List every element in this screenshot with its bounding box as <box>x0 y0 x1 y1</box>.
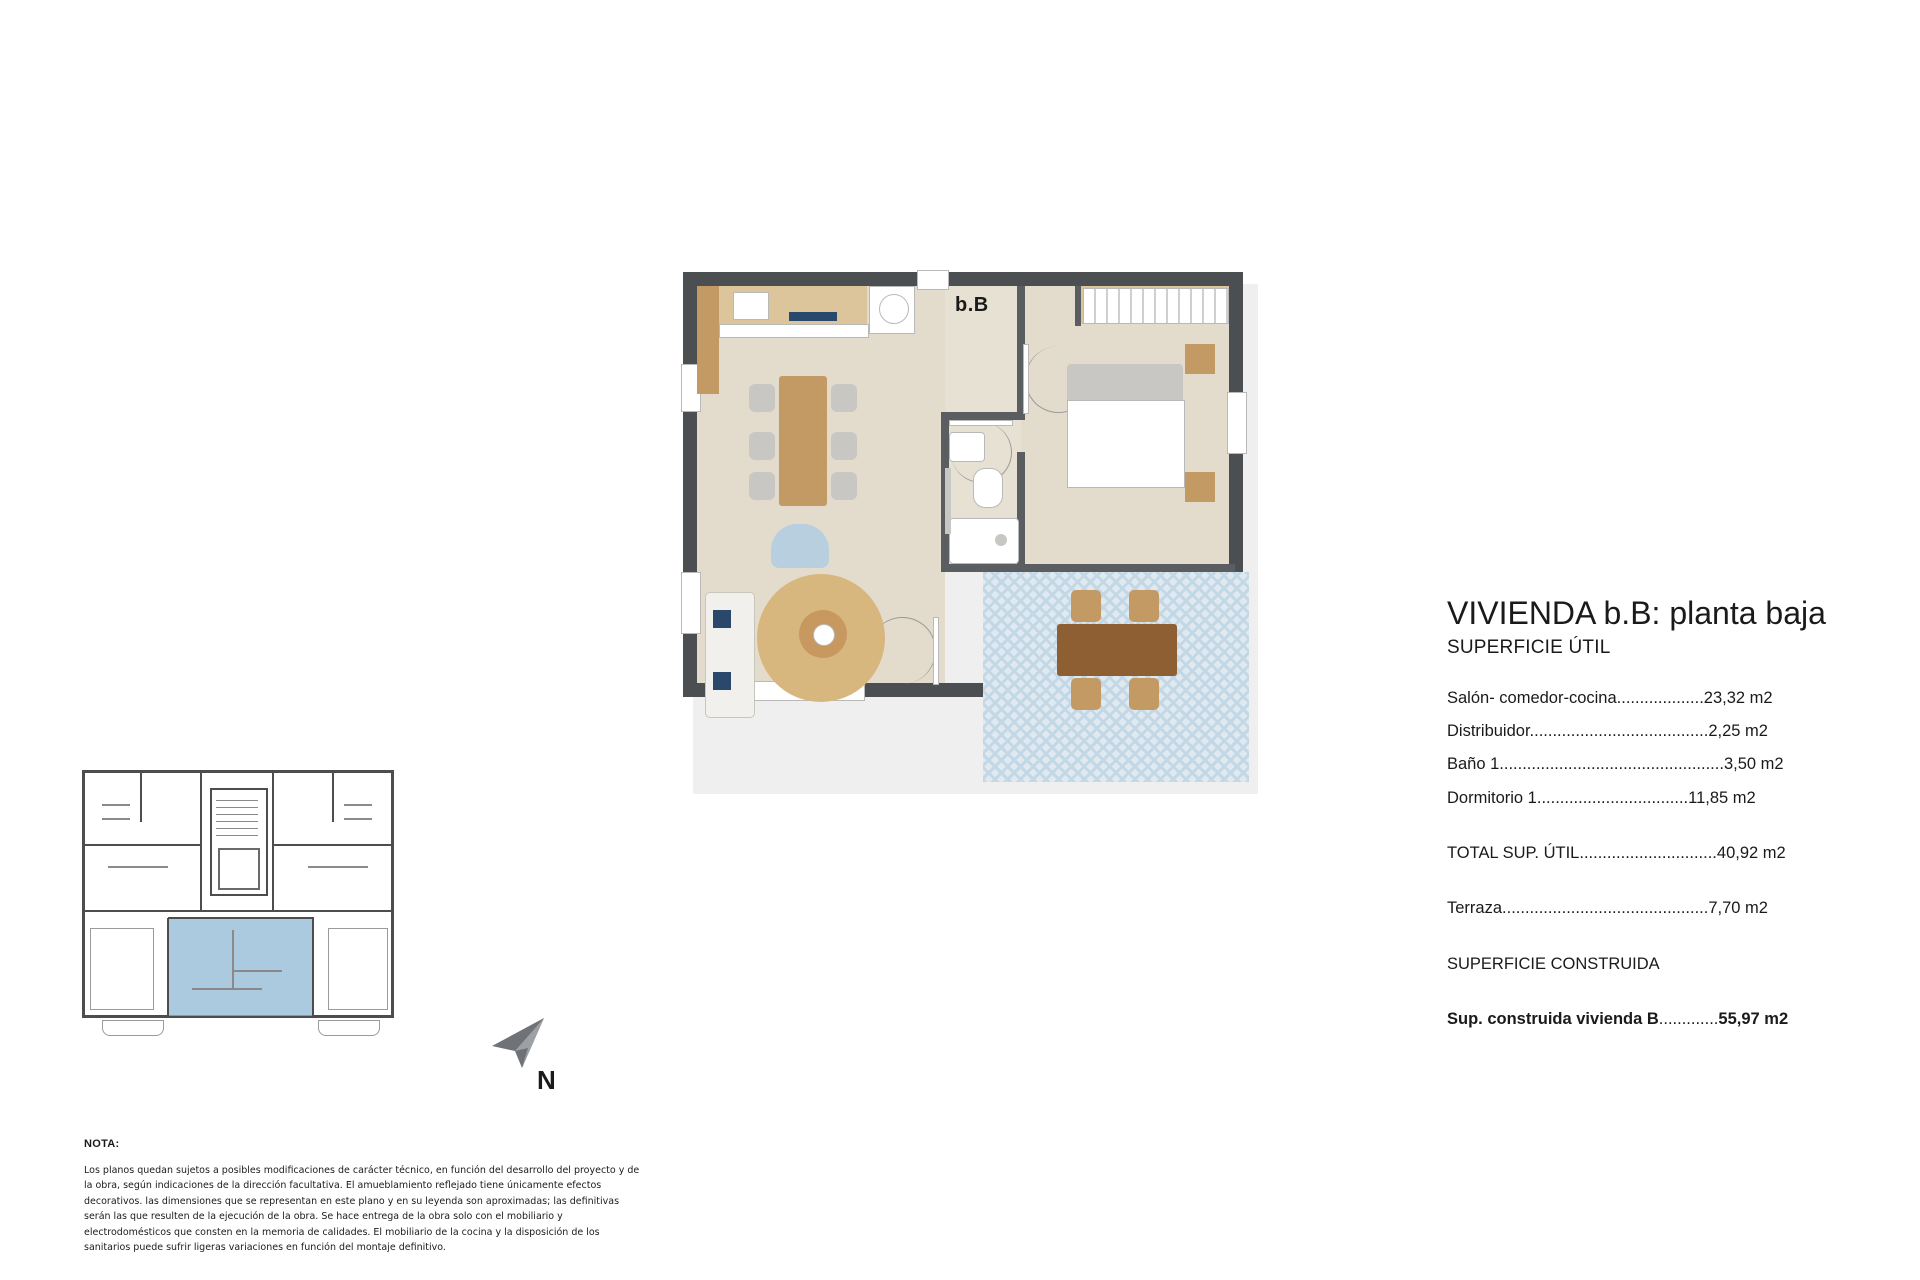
room-dots: ................................. <box>1536 788 1689 807</box>
total-util-dots: .............................. <box>1579 843 1717 862</box>
kp-fixture-1 <box>102 804 130 806</box>
kitchen-hob <box>789 312 837 321</box>
terrace-table <box>1057 624 1177 676</box>
north-arrow <box>482 1010 572 1100</box>
partition-bath-distributor <box>941 412 1025 420</box>
dining-table <box>779 376 827 506</box>
sink-bath <box>949 432 985 462</box>
note-body: Los planos quedan sujetos a posibles modificaciones de carácter técnico, en función del desarrollo del proyecto y de la obra, según indicaciones de la dirección facultativa. El amueblamiento reflejado tiene únicamente efectos decorativos. las dimensiones que se representan en este plano y en su leyenda son aproximadas; las definitivas serán las que resulten de la ejecución de la obra. Se hace entrega de la obra solo con el mobiliario y electrodomésticos que consten en la memoria de calidades. El mobiliario de la cocina y la disposición de los sanitarios puede sufrir ligeras variaciones en función del montaje definitivo. <box>84 1165 640 1253</box>
window-bedroom-right <box>1227 392 1247 454</box>
wardrobe-doors <box>1083 288 1229 324</box>
kp-hl-interior-2 <box>232 970 282 972</box>
room-area: 23,32 m2 <box>1703 688 1773 707</box>
pillow-2 <box>1127 370 1177 396</box>
north-label: N <box>537 1065 556 1095</box>
terrace-chair-2 <box>1129 590 1159 622</box>
kp-hl-border-right <box>312 918 314 1016</box>
kp-unit-left <box>90 928 154 1010</box>
kp-highlight-dwelling <box>168 918 314 1016</box>
wardrobe-partition <box>1075 286 1081 326</box>
kp-hl-interior-1 <box>232 930 234 990</box>
kp-outline-right <box>391 770 394 1018</box>
partition-bathroom-bottom <box>941 564 1025 572</box>
kp-wall-h1 <box>82 844 202 846</box>
kp-elevator <box>218 848 260 890</box>
bathtub <box>949 518 1019 564</box>
sofa-cushion-2 <box>713 672 731 690</box>
kp-hl-interior-3 <box>192 988 262 990</box>
room-area: 2,25 m2 <box>1708 721 1768 740</box>
dwelling-code-label: b.B <box>955 294 989 316</box>
kp-fixture-3 <box>344 804 372 806</box>
partition-bedroom-bottom <box>1017 564 1235 572</box>
washing-machine <box>879 294 909 324</box>
room-name: Salón- comedor-cocina <box>1447 688 1617 707</box>
bathtub-drain <box>995 534 1007 546</box>
kitchen-base-cabinets <box>719 324 869 338</box>
terrace-floor <box>983 572 1249 782</box>
terrace-chair-4 <box>1129 678 1159 710</box>
legend-total-util <box>1447 837 1867 870</box>
legend-row <box>1447 682 1867 715</box>
kp-stair-flight <box>216 794 258 838</box>
built-dots: ............. <box>1658 1009 1719 1028</box>
window-left-bottom <box>681 572 701 634</box>
kp-wall-v3 <box>140 770 142 822</box>
nightstand-bottom <box>1185 472 1215 502</box>
coffee-table-tray <box>813 624 835 646</box>
terrace-area: 7,70 m2 <box>1708 899 1768 918</box>
legend-row <box>1447 748 1867 781</box>
kp-outline-top <box>82 770 394 773</box>
legend-title: VIVIENDA b.B: planta baja <box>1447 595 1826 631</box>
total-util-area: 40,92 m2 <box>1716 843 1786 862</box>
legend-built-heading: SUPERFICIE CONSTRUIDA <box>1447 954 1660 973</box>
terrace-name: Terraza <box>1447 899 1503 918</box>
kp-wall-v2 <box>272 770 274 912</box>
room-dots: ................... <box>1616 688 1704 707</box>
kp-outline-left <box>82 770 85 1018</box>
dining-chair-6 <box>831 472 857 500</box>
legend-built-heading-wrap <box>1447 948 1867 981</box>
kp-wall-v1 <box>200 770 202 912</box>
kp-unit-right <box>328 928 388 1010</box>
legend-terrace <box>1447 892 1867 925</box>
legend-panel <box>1447 597 1867 1036</box>
total-util-name: TOTAL SUP. ÚTIL <box>1447 843 1580 862</box>
legend-subtitle: SUPERFICIE ÚTIL <box>1447 636 1611 658</box>
terrace-chair-3 <box>1071 678 1101 710</box>
bed-sheet <box>1067 400 1185 488</box>
terrace-chair-1 <box>1071 590 1101 622</box>
dining-chair-1 <box>749 384 775 412</box>
terrace-dots: ............................................. <box>1502 899 1709 918</box>
dining-chair-2 <box>749 432 775 460</box>
kitchen-sink <box>733 292 769 320</box>
window-top-balcony <box>917 270 949 290</box>
toilet <box>973 468 1003 508</box>
note-block <box>84 1138 644 1255</box>
key-plan <box>82 770 472 1090</box>
room-dots: ....................................... <box>1529 721 1709 740</box>
wall-top <box>683 272 1243 286</box>
note-title: NOTA: <box>84 1138 120 1150</box>
built-name: Sup. construida vivienda B <box>1447 1009 1659 1028</box>
dining-chair-4 <box>831 384 857 412</box>
room-name: Baño 1 <box>1447 755 1500 774</box>
room-area: 11,85 m2 <box>1688 788 1756 807</box>
door-bathroom-leaf <box>949 420 1013 426</box>
legend-room-list <box>1447 682 1867 815</box>
kp-balcony-bottom-left <box>102 1020 164 1036</box>
dining-chair-5 <box>831 432 857 460</box>
room-dots: ................................................. <box>1499 755 1724 774</box>
kp-fixture-4 <box>344 818 372 820</box>
room-name: Dormitorio 1 <box>1447 788 1537 807</box>
kp-balcony-bottom-right <box>318 1020 380 1036</box>
kp-hl-border-top <box>168 917 314 919</box>
small-rug <box>779 544 823 556</box>
kp-wall-h3 <box>82 910 394 912</box>
dining-chair-3 <box>749 472 775 500</box>
kp-fixture-2 <box>102 818 130 820</box>
sofa-cushion-1 <box>713 610 731 628</box>
floor-plan <box>683 272 1263 797</box>
door-terrace-leaf <box>933 617 939 685</box>
built-area: 55,97 m2 <box>1718 1009 1789 1028</box>
kp-fixture-5 <box>108 866 168 868</box>
room-name: Distribuidor <box>1447 721 1530 740</box>
pillow-1 <box>1071 370 1121 396</box>
legend-row <box>1447 715 1867 748</box>
kp-wall-h2 <box>272 844 394 846</box>
kp-wall-v4 <box>332 770 334 822</box>
north-arrow-icon <box>482 1010 572 1100</box>
legend-row <box>1447 782 1867 815</box>
nightstand-top <box>1185 344 1215 374</box>
bath-mirror <box>945 468 951 534</box>
door-bedroom-leaf <box>1023 344 1029 414</box>
kp-hl-border-left <box>167 918 169 1016</box>
legend-built <box>1447 1003 1867 1036</box>
kitchen-counter-left <box>697 286 719 394</box>
kp-fixture-6 <box>308 866 368 868</box>
room-area: 3,50 m2 <box>1723 755 1784 774</box>
